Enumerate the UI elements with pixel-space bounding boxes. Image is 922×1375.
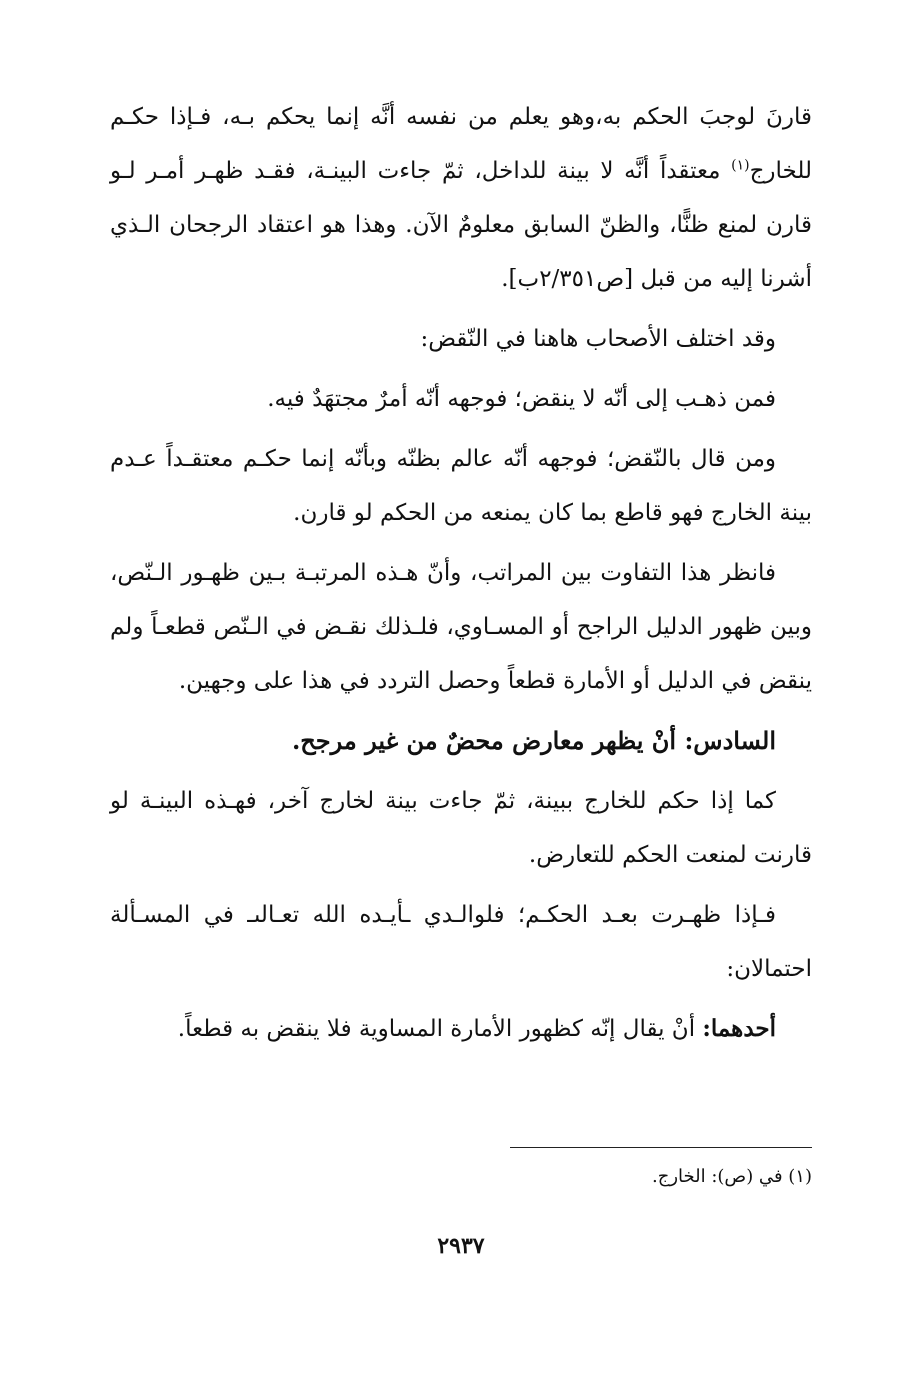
paragraph-3: فمن ذهـب إلى أنّه لا ينقض؛ فوجهه أنّه أمرٌ مجتهَدٌ فيه. <box>267 386 776 412</box>
paragraph-2: وقد اختلف الأصحاب هاهنا في النّقض: <box>420 326 776 352</box>
main-text <box>110 90 812 1056</box>
paragraph-7: فـإذا ظهـرت بعـد الحكـم؛ فلوالـدي ـأيـده الله تعـالىـ في المسـألة احتمالان: <box>110 902 812 982</box>
paragraph-6: كما إذا حكم للخارج ببينة، ثمّ جاءت بينة لخارج آخر، فهـذه البينـة لو قارنت لمنعت الحكم للتعارض. <box>110 788 812 868</box>
paragraph-5: فانظر هذا التفاوت بين المراتب، وأنّ هـذه المرتبـة بـين ظهـور الـنّص، وبين ظهور الدليل الراجح أو المسـاوي، فلـذلك نقـض في الـنّص قطعـاً ولم ينقض في الدليل أو الأمارة قطعاً وحصل التردد في هذا على وجهين. <box>110 560 812 694</box>
paragraph-4: ومن قال بالنّقض؛ فوجهه أنّه عالم بظنّه وبأنّه إنما حكـم معتقـداً عـدم بينة الخارج فهو قاطع بما كان يمنعه من الحكم لو قارن. <box>110 446 812 526</box>
paragraph-1-part-b: معتقداً أنَّه لا بينة للداخل، ثمّ جاءت البينـة، فقـد ظهـر أمـر لـو قارن لمنع ظنًّا، والظنّ السابق معلومٌ الآن. وهذا هو اعتقاد الرجحان الـذي أشرنا إليه من قبل [ص٢/٣٥١ب]. <box>110 158 812 292</box>
paragraph-8-rest: أنْ يقال إنّه كظهور الأمارة المساوية فلا ينقض به قطعاً. <box>177 1016 703 1042</box>
footnote: (١) في (ص): الخارج. <box>652 1166 812 1187</box>
paragraph-1 <box>110 90 812 306</box>
paragraph-8 <box>110 1002 812 1056</box>
paragraph-8-lead: أحدهما: <box>702 1015 776 1042</box>
page-number: ٢٩٣٧ <box>437 1233 485 1259</box>
section-heading: السادس: أنْ يظهر معارض محضٌ من غير مرجح. <box>291 726 776 755</box>
paragraph-1-part-a: قارنَ لوجبَ الحكم به،وهو يعلم من نفسه أنَّه إنما يحكم بـه، فـإذا حكـم للخارج <box>110 104 812 184</box>
footnote-divider <box>510 1147 812 1148</box>
footnote-reference: (١) <box>731 157 750 174</box>
